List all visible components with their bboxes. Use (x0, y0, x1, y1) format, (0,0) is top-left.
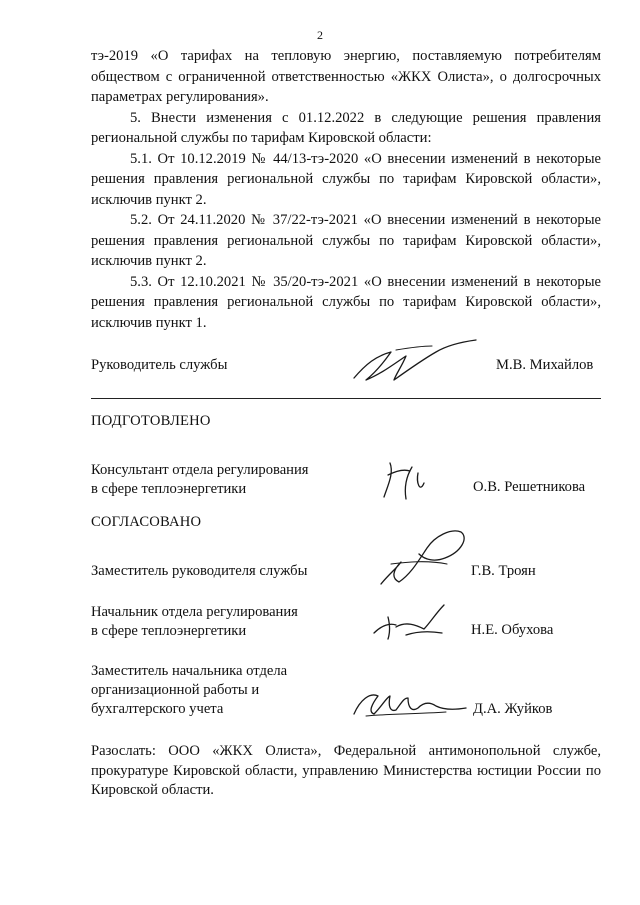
agreed-role-3 (91, 662, 287, 719)
agreed-signature-block-2 (91, 603, 601, 643)
prepared-role (91, 461, 309, 499)
agreed-signature-block-3 (91, 662, 601, 722)
page-number: 2 (317, 28, 323, 42)
prepared-role-line1: Консультант отдела регулирования (91, 462, 309, 478)
paragraph-item-5-1: 5.1. От 10.12.2019 № 44/13-тэ-2020 «О внесении изменений в некоторые решения правления региональной службы по тарифам Кировской области», исключив пункт 2. (91, 150, 601, 208)
agreed-role-2-line2: в сфере теплоэнергетики (91, 623, 247, 639)
paragraph-tariff-title: тэ-2019 «О тарифах на тепловую энергию, поставляемую потребителям обществом с ограниченной ответственностью «ЖКХ Олиста», о долгосрочных параметрах регулирования». (91, 48, 601, 105)
agreed-role-3-line1: Заместитель начальника отдела (91, 663, 288, 679)
document-body (91, 46, 601, 333)
agreed-1-handwritten-signature (371, 524, 481, 599)
agreed-role-1: Заместитель руководителя службы (91, 563, 308, 579)
agreed-role-3-line3: бухгалтерского учета (91, 701, 224, 717)
agreed-name-1: Г.В. Троян (471, 563, 536, 579)
paragraph-item-5-3: 5.3. От 12.10.2021 № 35/20-тэ-2021 «О внесении изменений в некоторые решения правления региональной службы по тарифам Кировской области», исключив пункт 1. (91, 273, 601, 331)
paragraph-item-5-2: 5.2. От 24.11.2020 № 37/22-тэ-2021 «О внесении изменений в некоторые решения правления региональной службы по тарифам Кировской области», исключив пункт 2. (91, 212, 601, 269)
agreed-role-2-line1: Начальник отдела регулирования (91, 604, 298, 620)
agreed-3-handwritten-signature (346, 684, 471, 724)
agreed-role-3-line2: организационной работы и (91, 682, 260, 698)
prepared-name: О.В. Решетникова (473, 479, 586, 495)
distribution-list: Разослать: ООО «ЖКХ Олиста», Федеральной антимонопольной службе, прокуратуре Кировской области, управлению Министерства юстиции России по Кировской области. (91, 743, 601, 798)
head-signature-block (91, 356, 601, 396)
prepared-signature-block (91, 461, 601, 501)
agreed-name-3: Д.А. Жуйков (473, 701, 553, 717)
paragraph-item-5: 5. Внести изменения с 01.12.2022 в следующие решения правления региональной службы по тарифам Кировской области: (91, 109, 601, 146)
head-role: Руководитель службы (91, 357, 228, 373)
section-divider (91, 398, 601, 399)
agreed-role-2 (91, 603, 298, 641)
prepared-handwritten-signature (376, 453, 446, 508)
agreed-signature-block-1 (91, 562, 601, 592)
prepared-heading: ПОДГОТОВЛЕНО (91, 413, 211, 429)
head-handwritten-signature (336, 334, 486, 389)
head-name: М.В. Михайлов (496, 357, 594, 373)
agreed-name-2: Н.Е. Обухова (471, 622, 554, 638)
agreed-heading: СОГЛАСОВАНО (91, 514, 202, 530)
agreed-2-handwritten-signature (366, 595, 461, 645)
prepared-role-line2: в сфере теплоэнергетики (91, 481, 247, 497)
